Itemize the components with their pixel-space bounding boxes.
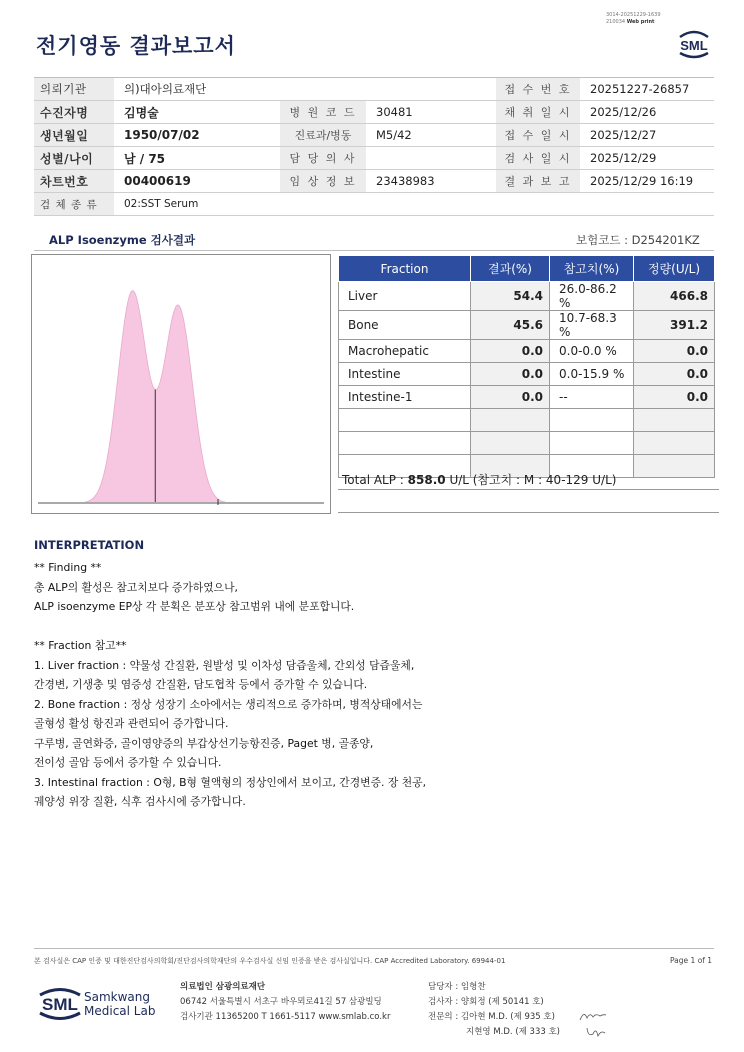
report-title: 전기영동 결과보고서 — [36, 34, 236, 58]
test-date-label: 검 사 일 시 — [496, 147, 580, 170]
info-row — [34, 147, 714, 170]
total-divider-bottom — [338, 512, 719, 513]
chart-no-label: 차트번호 — [34, 170, 114, 193]
fraction-result: 0.0 — [471, 386, 550, 409]
staff-specialist-1: 전문의 : 김아현 M.D. (제 935 호) — [428, 1012, 555, 1022]
patient-info-table — [34, 77, 714, 216]
birth-label: 생년월일 — [34, 124, 114, 147]
empty-row — [339, 409, 715, 432]
results-header-row — [339, 256, 715, 282]
fraction-reference: 10.7-68.3 % — [550, 311, 634, 340]
fraction-result: 54.4 — [471, 282, 550, 311]
fraction-name: Bone — [339, 311, 471, 340]
header-quantity: 정량(U/L) — [634, 256, 715, 282]
samkwang-logo-text: SML — [42, 995, 78, 1014]
organization-name: 의료법인 삼광의료재단 — [180, 982, 266, 992]
interpretation-title: INTERPRETATION — [34, 538, 145, 552]
sex-age-value: 남 / 75 — [114, 147, 280, 170]
organization-info — [180, 980, 390, 1025]
sml-logo — [674, 26, 714, 60]
doctor-value — [366, 147, 496, 170]
specimen-value: 02:SST Serum — [114, 193, 714, 216]
info-row — [34, 124, 714, 147]
staff-specialist-2: 지현영 M.D. (제 333 호) — [466, 1027, 561, 1037]
staff-manager: 담당자 : 임형찬 — [428, 982, 486, 992]
accreditation-note: 본 검사실은 CAP 인증 및 대한진단검사의학회/진단검사의학재단의 우수검사실 신임 인증을 받은 검사실입니다. CAP Accredited Laboratory. 69944-01 — [34, 957, 506, 965]
header-fraction: Fraction — [339, 256, 471, 282]
signature-1 — [578, 1008, 608, 1024]
interpretation-body: ** Finding ** 총 ALP의 활성은 참고치보다 증가하였으나, ALP isoenzyme EP상 각 분획은 분포상 참고범위 내에 분포합니다. ** Fraction 참고** 1. Liver fraction : 약물성 간질환, 원발성 및 이차성 담즙울체, 간외성 담즙울체, 간경변, 기생충 및 염증성 간질환, 담도협착 등에서 증가할 수 있습니다. 2. Bone fraction : 정상 성장기 소아에서는 생리적으로 증가하며, 병적상태에서는 골형성 활성 항진과 관련되어 증가합니다. 구루병, 골연화증, 골이영양증의 부갑상선기능항진증, Paget 병, 골종양, 전이성 골암 등에서 증가할 수 있습니다. 3. Intestinal fraction : O형, B형 혈액형의 정상인에서 보이고, 간경변증. 장 천공, 궤양성 위장 질환, 식후 검사시에 증가합니다. — [34, 561, 427, 808]
dept-value: M5/42 — [366, 124, 496, 147]
report-date-value: 2025/12/29 16:19 — [580, 170, 714, 193]
collect-date-value: 2025/12/26 — [580, 101, 714, 124]
table-row — [339, 386, 715, 409]
hospital-code-label: 병 원 코 드 — [280, 101, 366, 124]
fraction-quantity: 391.2 — [634, 311, 715, 340]
footer-divider — [34, 948, 714, 949]
fraction-name: Intestine-1 — [339, 386, 471, 409]
total-alp-prefix: Total ALP : — [342, 473, 408, 487]
table-row — [339, 311, 715, 340]
fraction-quantity: 0.0 — [634, 363, 715, 386]
receipt-no-value: 20251227-26857 — [580, 78, 714, 101]
brand-line1: Samkwang — [84, 990, 150, 1004]
sex-age-label: 성별/나이 — [34, 147, 114, 170]
collect-date-label: 채 취 일 시 — [496, 101, 580, 124]
table-row — [339, 282, 715, 311]
fraction-reference: -- — [550, 386, 634, 409]
brand-line2: Medical Lab — [84, 1004, 156, 1018]
total-alp — [342, 471, 616, 488]
fraction-name: Macrohepatic — [339, 340, 471, 363]
info-row — [34, 101, 714, 124]
receipt-no-label: 접 수 번 호 — [496, 78, 580, 101]
print-code — [606, 12, 661, 26]
client-value: 의)대아의료재단 — [114, 78, 496, 101]
clinical-label: 임 상 정 보 — [280, 170, 366, 193]
doctor-label: 담 당 의 사 — [280, 147, 366, 170]
page-number: Page 1 of 1 — [670, 956, 713, 965]
receipt-date-value: 2025/12/27 — [580, 124, 714, 147]
electrophoresis-svg — [32, 255, 330, 513]
insurance-code: 보험코드 : D254201KZ — [576, 233, 700, 247]
staff-info — [428, 980, 560, 1040]
print-code-line1: 3014-20251229-1639 — [606, 12, 661, 18]
results-table — [338, 255, 715, 478]
report-date-label: 결 과 보 고 — [496, 170, 580, 193]
fraction-reference: 0.0-15.9 % — [550, 363, 634, 386]
patient-label: 수진자명 — [34, 101, 114, 124]
info-row — [34, 78, 714, 101]
electrophoresis-graph — [31, 254, 331, 514]
info-row — [34, 193, 714, 216]
fraction-reference: 0.0-0.0 % — [550, 340, 634, 363]
clinical-value: 23438983 — [366, 170, 496, 193]
specimen-label: 검 체 종 류 — [34, 193, 114, 216]
section-title: ALP Isoenzyme 검사결과 — [49, 233, 196, 247]
fraction-result: 0.0 — [471, 340, 550, 363]
total-divider — [338, 489, 719, 490]
section-divider — [34, 250, 714, 251]
organization-address: 06742 서울특별시 서초구 바우뫼로41길 57 삼광빌딩 — [180, 997, 382, 1007]
table-row — [339, 363, 715, 386]
header-result: 결과(%) — [471, 256, 550, 282]
print-code-line2: 210034 — [606, 19, 626, 25]
test-date-value: 2025/12/29 — [580, 147, 714, 170]
web-print-label: Web print — [626, 19, 655, 25]
fraction-quantity: 0.0 — [634, 340, 715, 363]
fraction-reference: 26.0-86.2 % — [550, 282, 634, 311]
fraction-quantity: 0.0 — [634, 386, 715, 409]
header-reference: 참고치(%) — [550, 256, 634, 282]
total-alp-suffix: U/L (참고치 : M : 40-129 U/L) — [445, 473, 617, 487]
sml-logo-text: SML — [680, 38, 708, 53]
table-row — [339, 340, 715, 363]
signature-2 — [584, 1024, 608, 1040]
client-label: 의뢰기관 — [34, 78, 114, 101]
brand-name — [84, 990, 155, 1018]
total-alp-value: 858.0 — [407, 473, 446, 487]
receipt-date-label: 접 수 일 시 — [496, 124, 580, 147]
birth-value: 1950/07/02 — [114, 124, 280, 147]
organization-contact: 검사기관 11365200 T 1661-5117 www.smlab.co.kr — [180, 1012, 391, 1022]
patient-value: 김명술 — [114, 101, 280, 124]
staff-tester: 검사자 : 양회정 (제 50141 호) — [428, 997, 544, 1007]
info-row — [34, 170, 714, 193]
hospital-code-value: 30481 — [366, 101, 496, 124]
samkwang-logo — [36, 982, 90, 1022]
fraction-result: 0.0 — [471, 363, 550, 386]
fraction-quantity: 466.8 — [634, 282, 715, 311]
fraction-name: Liver — [339, 282, 471, 311]
chart-no-value: 00400619 — [114, 170, 280, 193]
empty-row — [339, 432, 715, 455]
fraction-result: 45.6 — [471, 311, 550, 340]
ep-curve-area — [38, 291, 324, 503]
fraction-name: Intestine — [339, 363, 471, 386]
dept-label: 진료과/병동 — [280, 124, 366, 147]
